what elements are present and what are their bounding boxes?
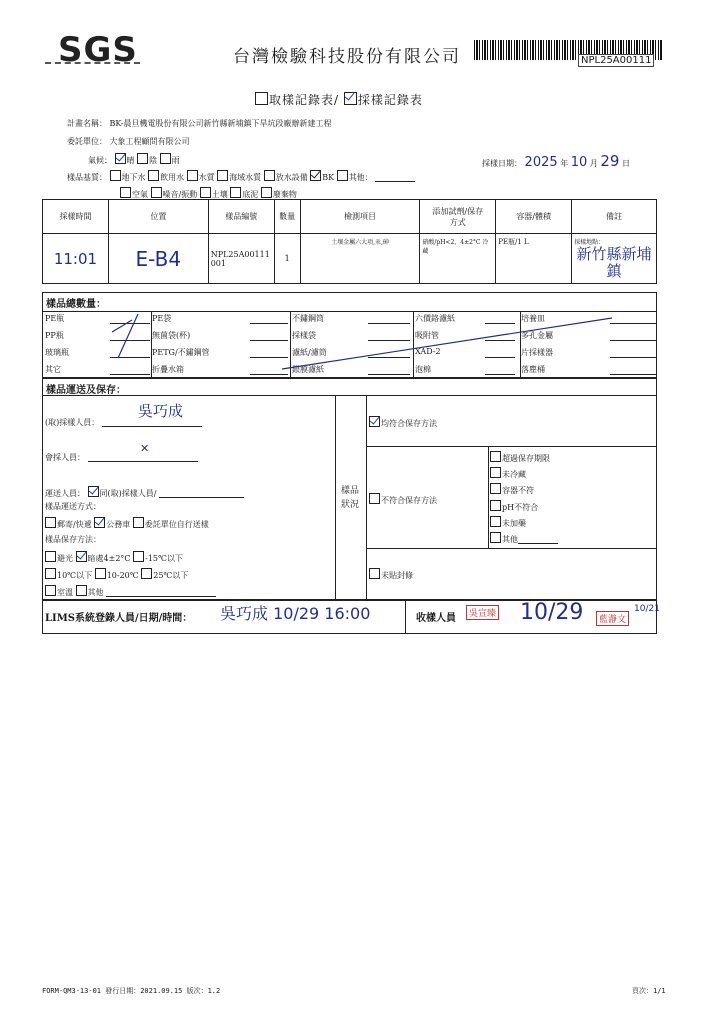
storage-row2 (45, 568, 188, 581)
totals-item: 無菌袋(杯) (152, 331, 191, 340)
checkbox-minus15[interactable] (133, 551, 144, 562)
checkbox-status-bad[interactable] (369, 493, 380, 504)
reason-no-reagent-label: 未加藥 (502, 518, 526, 528)
checkbox-reason-container[interactable] (490, 483, 501, 494)
matrix-soil: 土壤 (211, 190, 228, 199)
method-official-car: 公務車 (106, 520, 131, 529)
cell-reagent: 硝酸/pH<2，4±2°C 冷藏 (420, 234, 496, 284)
plan-row (67, 118, 332, 129)
weather-row (88, 153, 180, 166)
method-label: 樣品運送方式： (45, 502, 101, 511)
checkbox-reason-no-reagent[interactable] (490, 516, 501, 527)
matrix-waste: 廢棄物 (272, 190, 297, 199)
checkbox-bk[interactable] (310, 170, 321, 181)
checkbox-mail[interactable] (45, 517, 56, 528)
checkbox-storage-other[interactable] (76, 585, 87, 596)
weather-rain: 雨 (171, 156, 180, 165)
matrix-bk: BK (322, 173, 335, 182)
method-mail: 郵寄/快遞 (57, 520, 92, 529)
footer-page: 頁次：1/1 (632, 987, 666, 995)
storage-dark: 避光 (57, 554, 73, 563)
transport-divider (43, 395, 656, 396)
weather-label: 氣候： (88, 156, 112, 165)
transport-vline2 (366, 395, 367, 599)
storage-below10: 10℃以下 (57, 571, 93, 580)
checkbox-weather-cloudy[interactable] (137, 153, 148, 164)
checkbox-weather-sunny[interactable] (115, 153, 126, 164)
totals-strikes (42, 292, 657, 378)
matrix-label: 樣品基質： (67, 173, 107, 182)
totals-item: 片採樣器 (521, 348, 553, 357)
plan-value: BK-晨旦機電股份有限公司新竹縣新埔鎮下旱坑段廠辦新建工程 (109, 119, 332, 128)
cell-items: 土壤金屬六大項,汞,砷 (300, 234, 420, 284)
method-client-deliver: 委託單位自行送樣 (144, 520, 209, 529)
th-qty: 數量 (274, 200, 300, 234)
checkbox-below10[interactable] (45, 568, 56, 579)
carrier-line (159, 489, 244, 498)
matrix-water: 水質 (198, 173, 215, 182)
checkbox-below25[interactable] (141, 568, 152, 579)
totals-item: 銀膜濾紙 (292, 365, 324, 374)
th-items: 檢測項目 (300, 200, 420, 234)
receiver-stamp2: 藍瀞文 (596, 611, 629, 626)
reason-other-label: 其他 (502, 535, 518, 545)
carrier-row (45, 486, 244, 499)
status-ok: 均符合保存方法 (381, 419, 437, 428)
storage-other: 其他 (87, 588, 104, 597)
weather-cloudy: 陰 (149, 156, 158, 165)
matrix-air: 空氣 (132, 190, 148, 199)
reason-other (490, 532, 558, 548)
reason-expired-label: 超過保存期限 (502, 454, 550, 463)
checkbox-groundwater[interactable] (110, 170, 121, 181)
checkbox-waste[interactable] (261, 187, 272, 198)
th-position: 位置 (108, 200, 208, 234)
checkbox-air[interactable] (120, 187, 131, 198)
remark-label: 採樣地點： (574, 239, 605, 246)
reason-not-cooled-label: 未冷藏 (502, 470, 526, 480)
th-container: 容器/體積 (496, 200, 572, 234)
client-label: 委託單位： (67, 137, 107, 146)
checkbox-collect[interactable] (255, 92, 268, 105)
transport-vline3 (488, 446, 489, 548)
totals-item: 不鏽鋼筒 (292, 314, 324, 323)
checkbox-weather-rain[interactable] (160, 153, 171, 164)
co-sampler-label: 會採人員： (45, 453, 85, 462)
checkbox-carrier-same[interactable] (88, 486, 99, 497)
sample-table (42, 199, 657, 284)
checkbox-other[interactable] (337, 170, 348, 181)
matrix-groundwater: 地下水 (121, 173, 146, 182)
footer-form-id: FORM-QM3-13-01 發行日期：2021.09.15 版次：1.2 (42, 987, 221, 995)
sgs-logo: SGS (58, 30, 138, 70)
totals-item: 其它 (45, 365, 61, 374)
form-title-opt1: 取樣記錄表/ (269, 93, 340, 107)
checkbox-reason-not-cooled[interactable] (490, 467, 501, 478)
storage-label: 樣品保存方法： (45, 535, 101, 544)
checkbox-client-deliver[interactable] (133, 517, 144, 528)
form-title-opt2: 採樣記錄表 (357, 93, 423, 107)
checkbox-status-ok[interactable] (369, 416, 380, 427)
unsealed-label: 未貼封條 (381, 571, 413, 580)
matrix-seawater: 海域水質 (229, 173, 262, 182)
sampler-signature: 吳巧成 (138, 402, 184, 420)
cell-time: 11:01 (43, 234, 109, 284)
matrix-other-line (375, 173, 415, 182)
receiver-label: 收樣人員 (416, 613, 456, 624)
table-row (43, 234, 657, 284)
reason-other-line (518, 535, 558, 544)
lims-handwriting: 吳巧成 10/29 16:00 (220, 604, 371, 623)
matrix-drinking: 飲用水 (160, 173, 185, 182)
date-label: 採樣日期： (482, 159, 522, 168)
status-label: 樣品狀況 (340, 486, 359, 510)
th-reagent: 添加試劑/保存方式 (420, 200, 496, 234)
checkbox-sampling[interactable] (344, 92, 357, 105)
transport-title: 樣品運送及保存： (46, 385, 126, 396)
plan-label: 計畫名稱： (67, 119, 107, 128)
date-day: 29 (600, 152, 620, 170)
checkbox-discharge[interactable] (264, 170, 275, 181)
storage-10-20: 10-20℃ (106, 571, 139, 580)
date-year-unit: 年 (560, 159, 569, 168)
storage-other-line (106, 588, 216, 597)
storage-row1 (45, 551, 183, 564)
date-row (482, 152, 630, 170)
company-name: 台灣檢驗科技股份有限公司 (233, 47, 461, 67)
sample-table-header (43, 200, 657, 234)
checkbox-dark[interactable] (45, 551, 56, 562)
status-bad: 不符合保存方法 (381, 496, 437, 505)
totals-item: PETG/不鏽鋼管 (152, 348, 210, 357)
totals-item: 濾紙/濾筒 (292, 348, 327, 357)
method-row (45, 517, 209, 530)
status-bad-row (369, 493, 437, 506)
th-sample-id: 樣品編號 (208, 200, 274, 234)
totals-item: 折疊水箱 (152, 365, 184, 374)
matrix-other: 其他： (348, 173, 373, 182)
totals-item: 六價鉻濾紙 (415, 314, 455, 323)
date-month-unit: 月 (589, 159, 598, 168)
totals-item: 培養皿 (521, 314, 545, 323)
transport-vline1 (335, 395, 336, 599)
th-time: 採樣時間 (43, 200, 109, 234)
status-ok-row (369, 416, 437, 429)
totals-item: PE袋 (152, 314, 172, 323)
checkbox-soil[interactable] (200, 187, 211, 198)
matrix-sediment: 底泥 (242, 190, 259, 199)
cell-sample-id: NPL25A00111 001 (208, 234, 274, 284)
sampler-label: (取)採樣人員： (45, 418, 100, 427)
checkbox-10-20[interactable] (95, 568, 106, 579)
weather-sunny: 晴 (126, 156, 135, 165)
client-row (67, 136, 190, 147)
storage-row3 (45, 585, 216, 598)
co-sampler-mark: ✕ (140, 442, 150, 455)
checkbox-sediment[interactable] (230, 187, 241, 198)
date-year: 2025 (524, 155, 558, 170)
totals-item: 泡棉 (415, 365, 431, 374)
cell-remark (572, 234, 657, 284)
totals-item: 採樣袋 (292, 331, 316, 340)
totals-item: 吸附管 (415, 331, 439, 340)
receiver-stamp: 吳宣臻 (466, 605, 499, 620)
cell-position: E-B4 (108, 234, 208, 284)
checkbox-reason-expired[interactable] (490, 451, 501, 462)
reason-container (490, 483, 558, 499)
storage-dark-4c: 暗處4±2°C (87, 554, 131, 563)
checkbox-drinking[interactable] (148, 170, 159, 181)
cell-qty: 1 (274, 234, 300, 284)
totals-item: 落塵桶 (521, 365, 545, 374)
checkbox-official-car[interactable] (94, 517, 105, 528)
lims-vline (405, 601, 406, 633)
totals-item: 玻璃瓶 (45, 348, 69, 357)
reason-ph-label: pH不符合 (502, 502, 539, 512)
checkbox-water[interactable] (187, 170, 198, 181)
checkbox-noise[interactable] (151, 187, 162, 198)
logo-underline (45, 62, 140, 64)
reason-no-reagent (490, 516, 558, 532)
unsealed-row (369, 568, 413, 581)
checkbox-unsealed[interactable] (369, 568, 380, 579)
client-value: 大象工程顧問有限公司 (109, 137, 190, 146)
reason-not-cooled (490, 467, 558, 483)
co-sampler-row (45, 452, 198, 463)
th-remark: 備註 (572, 200, 657, 234)
reason-expired (490, 451, 558, 467)
matrix-row1 (67, 170, 415, 183)
reason-container-label: 容器不符 (502, 486, 534, 496)
totals-title: 樣品總數量： (46, 299, 106, 310)
date-day-unit: 日 (622, 159, 631, 168)
checkbox-seawater[interactable] (217, 170, 228, 181)
receiver-date2: 10/21 (634, 604, 660, 614)
remark-hand: 新竹縣新埔鎮 (576, 245, 652, 280)
totals-item: PE瓶 (45, 314, 65, 323)
checkbox-dark-4c[interactable] (76, 551, 87, 562)
lims-label: LIMS系統登錄人員/日期/時間： (45, 613, 193, 624)
date-month: 10 (570, 155, 588, 170)
matrix-noise: 噪音/振動 (162, 190, 198, 199)
reason-ph (490, 500, 558, 516)
storage-minus15: -15℃以下 (145, 554, 183, 563)
carrier-label: 運送人員： (45, 489, 85, 498)
barcode-text: NPL25A00111 (578, 54, 654, 67)
transport-hline1 (366, 446, 656, 447)
totals-item: PP瓶 (45, 331, 64, 340)
matrix-discharge: 放水設備 (275, 173, 308, 182)
totals-item: XAD-2 (415, 347, 441, 356)
checkbox-reason-ph[interactable] (490, 500, 501, 511)
bad-reasons (490, 451, 558, 548)
cell-container: PE瓶/1 L (496, 234, 572, 284)
storage-below25: 25℃以下 (153, 571, 189, 580)
checkbox-reason-other[interactable] (490, 532, 501, 543)
totals-item: 多孔金屬 (521, 331, 553, 340)
checkbox-room-temp[interactable] (45, 585, 56, 596)
storage-room-temp: 室溫 (57, 588, 73, 597)
carrier-option: 同(取)採樣人員/ (99, 489, 157, 498)
receiver-date: 10/29 (520, 600, 584, 625)
form-title (255, 91, 423, 108)
